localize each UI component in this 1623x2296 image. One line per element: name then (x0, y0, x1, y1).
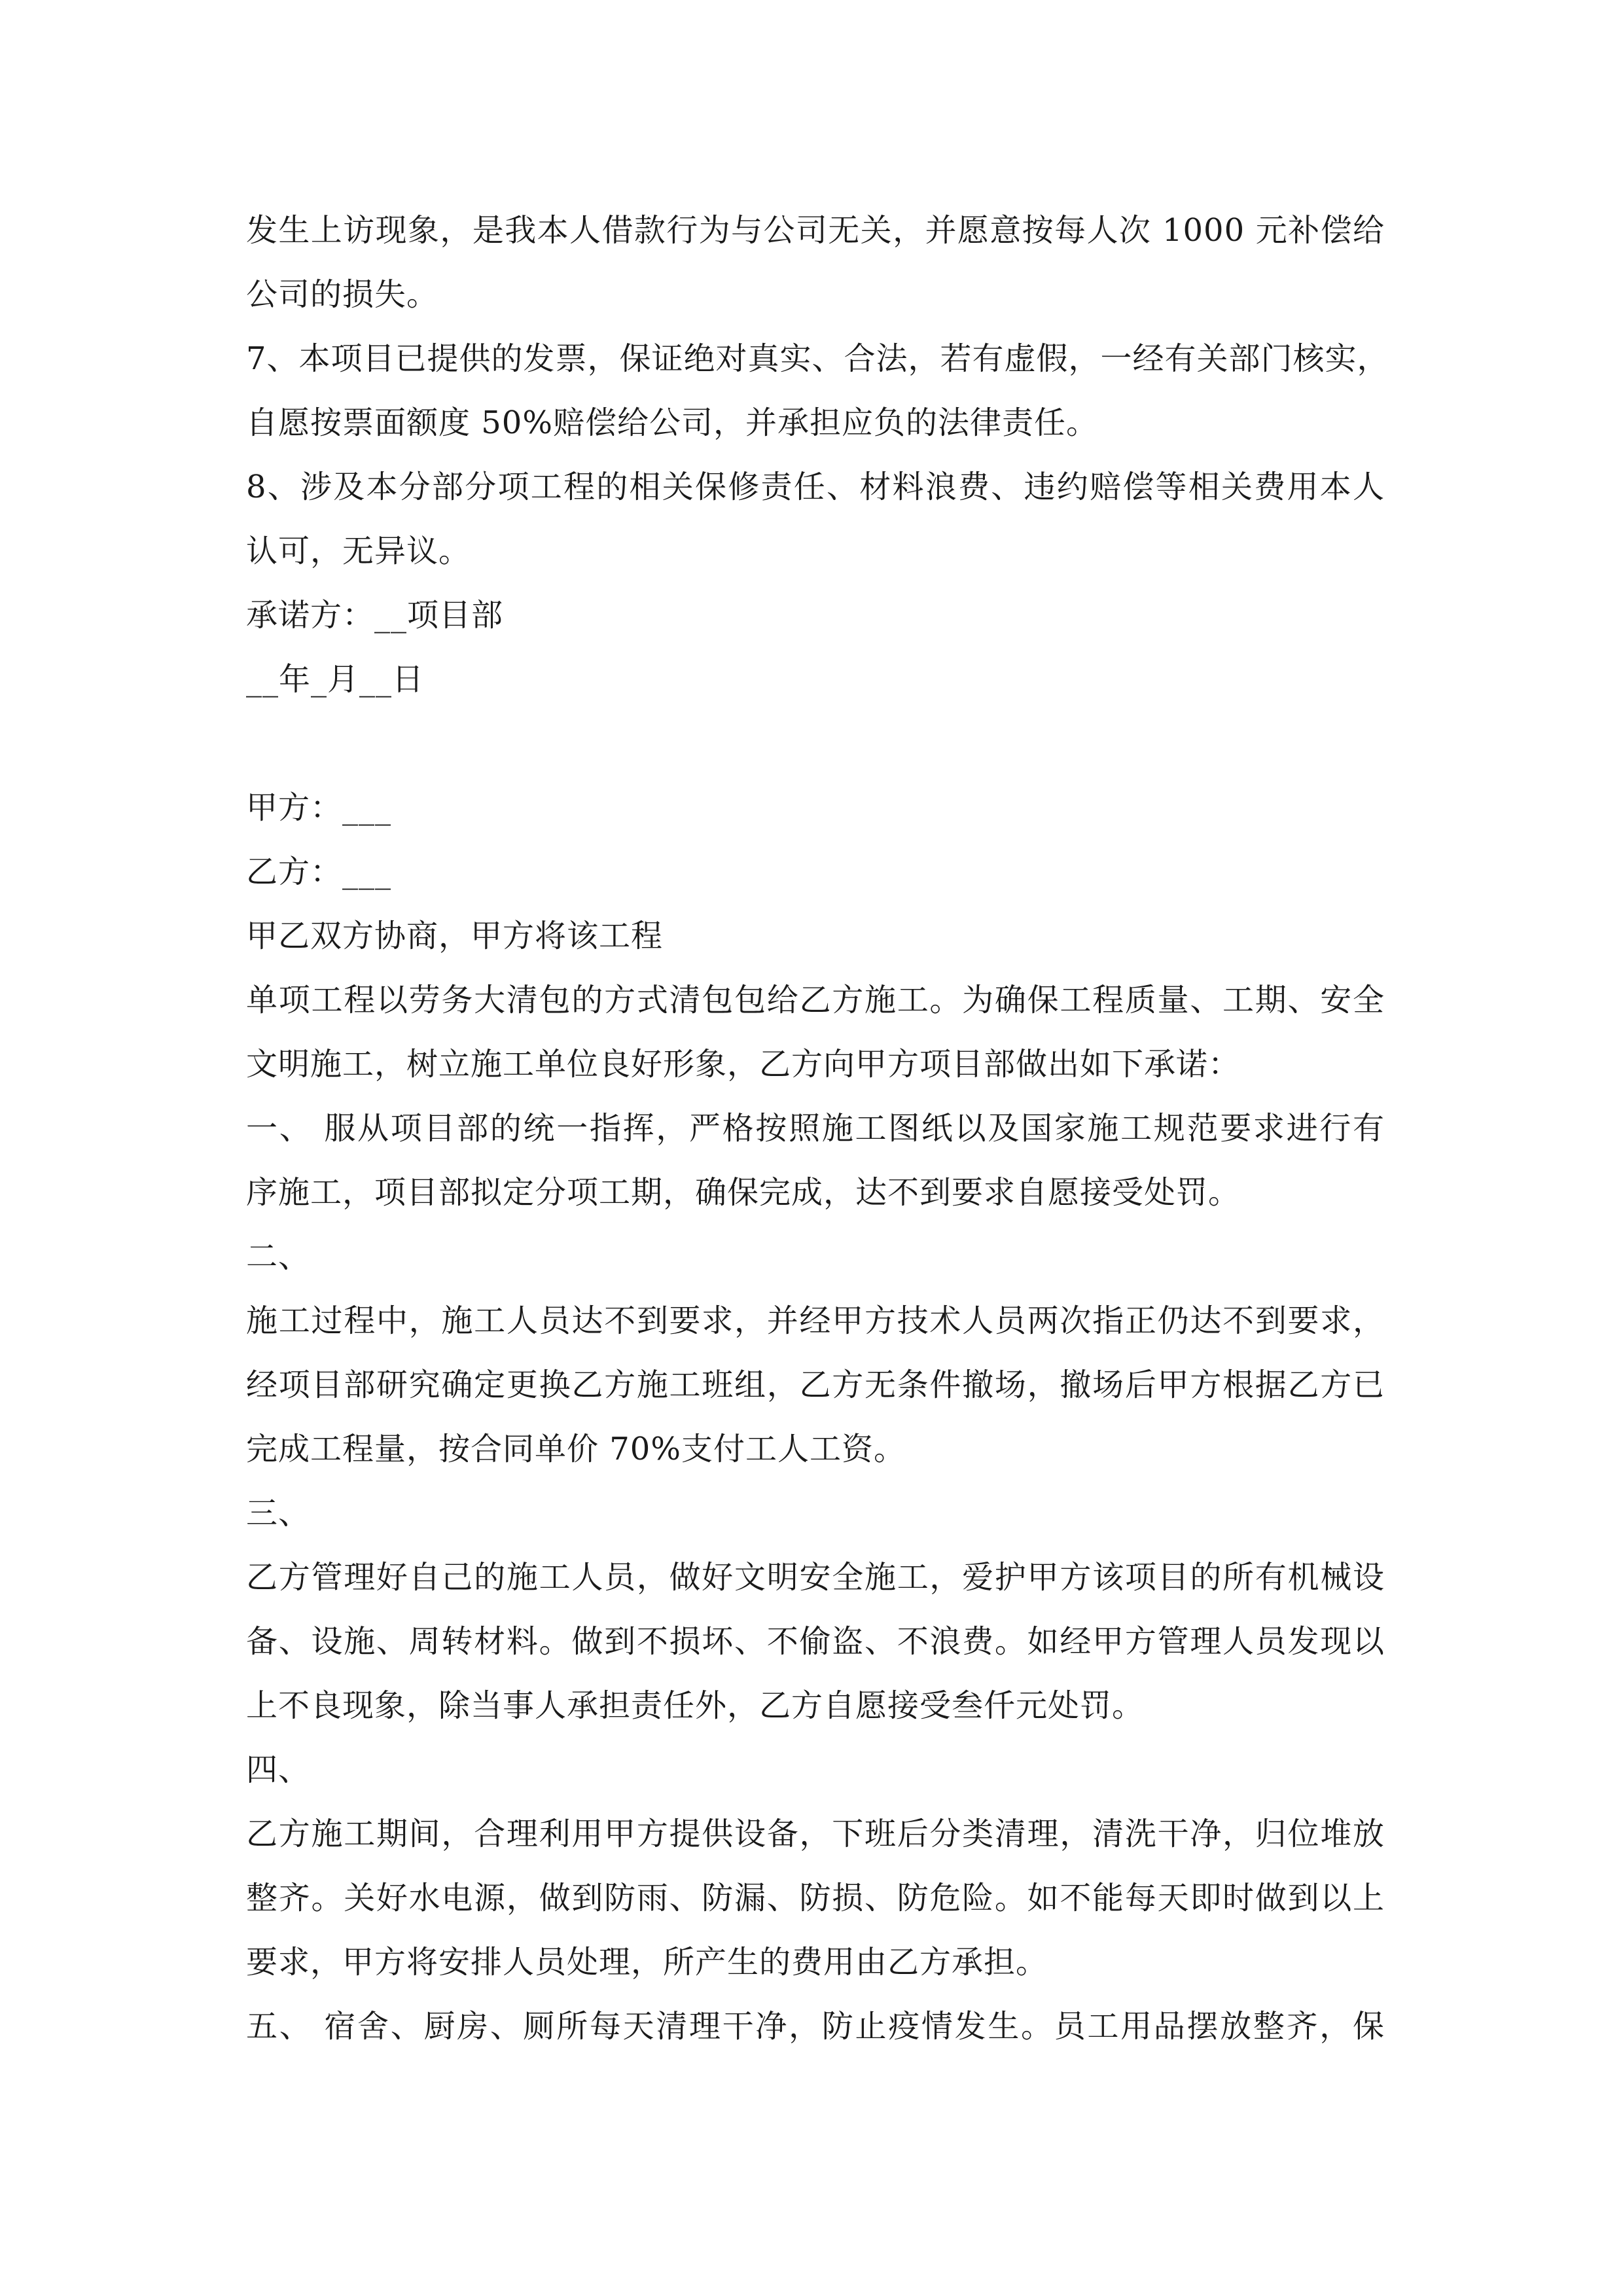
party-b-line: 乙方：___ (246, 853, 392, 890)
date-line: __年_月__日 (246, 661, 425, 698)
text-line: 一、 服从项目部的统一指挥，严格按照施工图纸以及国家施工规范要求进行有 (246, 1110, 1385, 1147)
text-line: 乙方施工期间，合理利用甲方提供设备，下班后分类清理，清洗干净，归位堆放 (246, 1816, 1385, 1852)
text-line: 施工过程中，施工人员达不到要求，并经甲方技术人员两次指正仍达不到要求， (246, 1302, 1385, 1339)
text-line: 认可，无异议。 (246, 533, 471, 569)
promisor-line: 承诺方：__项目部 (246, 597, 504, 634)
text-line: 公司的损失。 (246, 276, 439, 313)
text-line: 完成工程量，按合同单价 70%支付工人工资。 (246, 1431, 906, 1467)
text-line: 单项工程以劳务大清包的方式清包包给乙方施工。为确保工程质量、工期、安全 (246, 982, 1385, 1018)
text-line: 7、本项目已提供的发票，保证绝对真实、合法，若有虚假，一经有关部门核实， (246, 340, 1389, 377)
text-line: 序施工，项目部拟定分项工期，确保完成，达不到要求自愿接受处罚。 (246, 1174, 1241, 1211)
text-line: 上不良现象，除当事人承担责任外，乙方自愿接受叁仟元处罚。 (246, 1687, 1145, 1724)
document-body (246, 198, 1389, 2058)
section-heading: 三、 (246, 1495, 311, 1532)
text-line: 五、 宿舍、厨房、厕所每天清理干净，防止疫情发生。员工用品摆放整齐，保 (246, 2008, 1385, 2045)
text-line: 整齐。关好水电源，做到防雨、防漏、防损、防危险。如不能每天即时做到以上 (246, 1880, 1385, 1916)
text-line: 备、设施、周转材料。做到不损坏、不偷盗、不浪费。如经甲方管理人员发现以 (246, 1623, 1385, 1660)
text-line: 甲乙双方协商，甲方将该工程 (246, 918, 664, 954)
section-heading: 四、 (246, 1751, 311, 1788)
text-line: 要求，甲方将安排人员处理，所产生的费用由乙方承担。 (246, 1944, 1048, 1981)
text-line: 经项目部研究确定更换乙方施工班组，乙方无条件撤场，撤场后甲方根据乙方已 (246, 1367, 1385, 1403)
party-a-line: 甲方：___ (246, 789, 392, 826)
text-line: 自愿按票面额度 50%赔偿给公司，并承担应负的法律责任。 (246, 404, 1098, 441)
section-heading: 二、 (246, 1238, 311, 1275)
text-line: 发生上访现象，是我本人借款行为与公司无关，并愿意按每人次 1000 元补偿给 (246, 212, 1385, 249)
blank-spacer (246, 711, 1385, 776)
text-line: 8、涉及本分部分项工程的相关保修责任、材料浪费、违约赔偿等相关费用本人 (246, 469, 1385, 505)
text-line: 文明施工，树立施工单位良好形象，乙方向甲方项目部做出如下承诺： (246, 1046, 1241, 1083)
text-line: 乙方管理好自己的施工人员，做好文明安全施工，爱护甲方该项目的所有机械设 (246, 1559, 1385, 1596)
